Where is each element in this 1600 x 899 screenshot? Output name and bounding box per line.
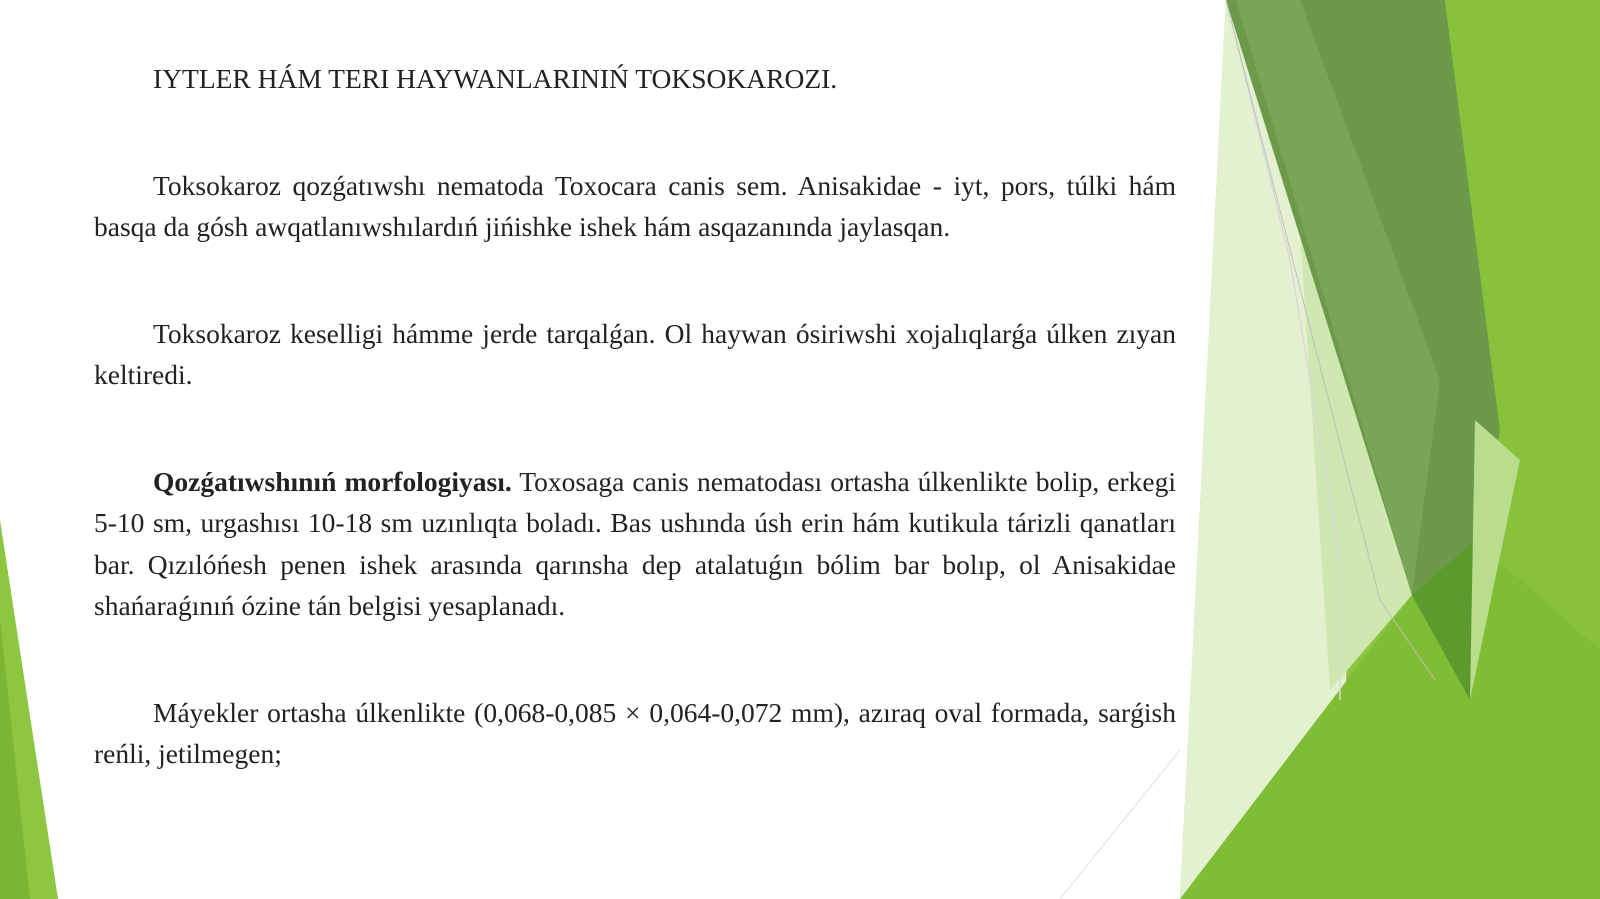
slide-title: IYTLER HÁM TERI HAYWANLARINIŃ TOKSOKAROZI. xyxy=(153,63,838,94)
paragraph-distribution xyxy=(94,313,1176,396)
paragraph-text: Toksokaroz keselligi hámme jerde tarqalǵan. Ol haywan ósiriwshi xojalıqlarǵa úlken zıyan keltiredi. xyxy=(94,317,1176,390)
paragraph-text: Toksokaroz qozǵatıwshı nematoda Toxocara canis sem. Anisakidae - iyt, pors, túlki hám basqa da gósh awqatlanıwshılardıń jińishke ishek hám asqazanında jaylasqan. xyxy=(94,169,1176,242)
paragraph-eggs xyxy=(94,692,1176,775)
paragraph-definition xyxy=(94,165,1176,248)
paragraph-lead-heading: Qozǵatıwshınıń morfologiyası. xyxy=(153,465,512,497)
paragraph-text: Toxosaga canis nematodası ortasha úlkenlikte bolip, erkegi 5-10 sm, urgashısı 10-18 sm uzınlıqta boladı. Bas ushında úsh erin hám kutikula tárizli qanatları bar. Qızılóńesh penen ishek arasında qarınsha dep atalatuǵın bólim bar bolıp, ol Anisakidae shańaraǵınıń ózine tán belgisi yesaplanadı. xyxy=(94,465,1176,621)
paragraph-text: Máyekler ortasha úlkenlikte (0,068-0,085 × 0,064-0,072 mm), azıraq oval formada, sarǵish reńli, jetilmegen; xyxy=(94,696,1176,769)
slide-body xyxy=(94,58,1176,775)
paragraph-morphology xyxy=(94,461,1176,627)
